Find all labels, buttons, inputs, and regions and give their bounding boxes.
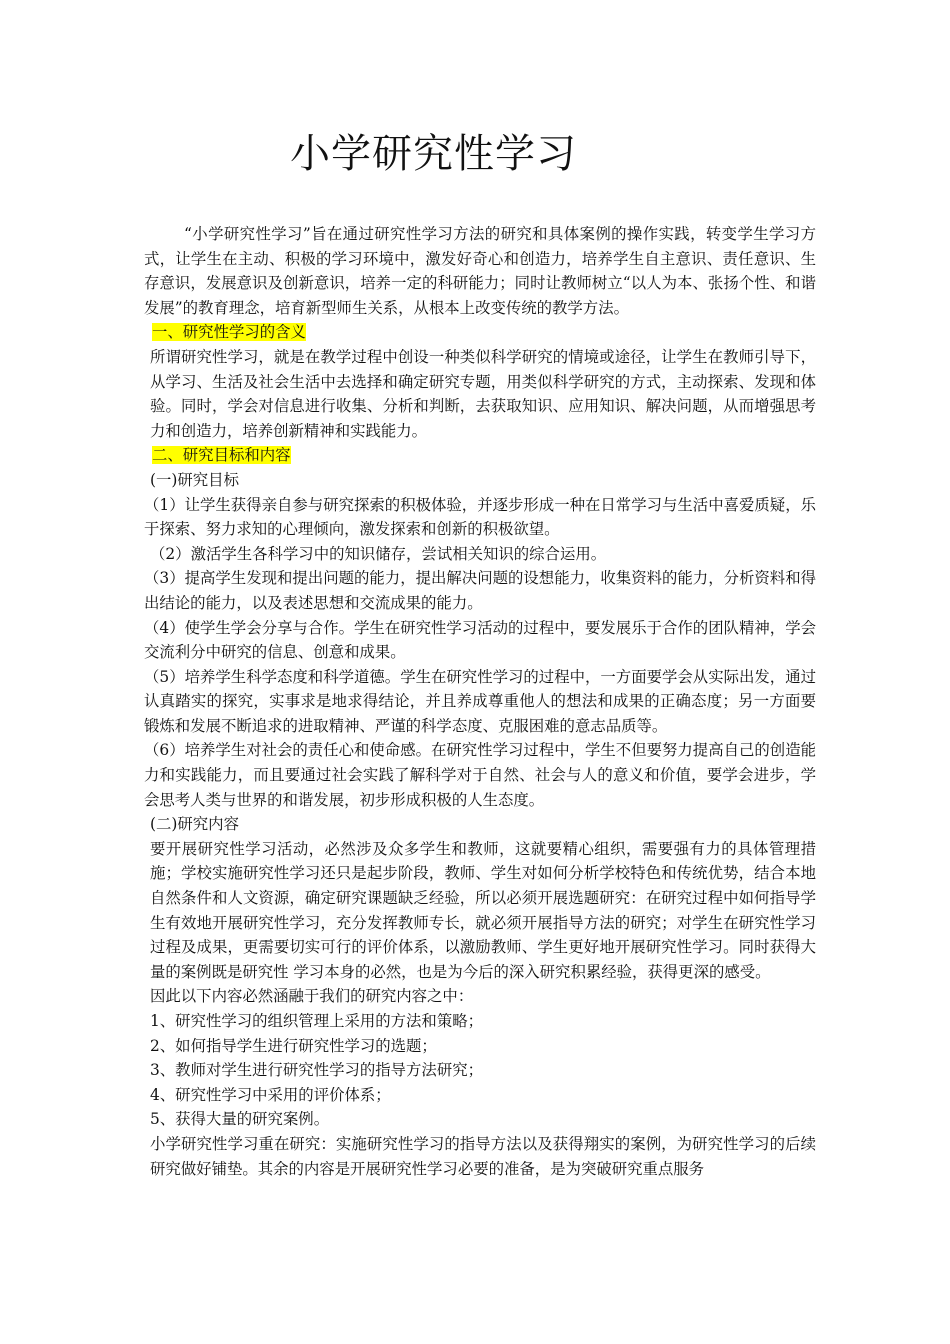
goal-item: （1）让学生获得亲自参与研究探索的积极体验，并逐步形成一种在日常学习与生活中喜爱质疑，乐于探索、努力求知的心理倾向，激发探索和创新的积极欲望。 <box>144 495 816 539</box>
list-item: 4、研究性学习中采用的评价体系； <box>150 1085 391 1104</box>
list-item: 1、研究性学习的组织管理上采用的方法和策略； <box>150 1012 483 1030</box>
document-body <box>144 222 816 1181</box>
list-intro: 因此以下内容必然涵融于我们的研究内容之中： <box>150 987 474 1006</box>
section1-paragraph: 所谓研究性学习，就是在教学过程中创设一种类似科学研究的情境或途径，让学生在教师引导下，从学习、生活及社会生活中去选择和确定研究专题，用类似科学研究的方式，主动探索、发现和体验。同时，学会对信息进行收集、分析和判断，去获取知识、应用知识、解决问题，从而增强思考力和创造力，培养创新精神和实践能力。 <box>150 347 816 440</box>
section2-heading-text: 二、研究目标和内容 <box>152 446 291 465</box>
list-item: 2、如何指导学生进行研究性学习的选题； <box>150 1036 437 1055</box>
goal-item: （2）激活学生各科学习中的知识储存，尝试相关知识的综合运用。 <box>150 544 607 563</box>
section1-heading <box>144 320 816 345</box>
section1-heading-text: 一、研究性学习的含义 <box>152 323 306 342</box>
list-item: 3、教师对学生进行研究性学习的指导方法研究； <box>150 1061 483 1080</box>
document-title: 小学研究性学习 <box>290 131 577 177</box>
goal-item: （5）培养学生科学态度和科学道德。学生在研究性学习的过程中，一方面要学会从实际出发，通过认真踏实的探究，实事求是地求得结论，并且养成尊重他人的想法和成果的正确态度；另一方面要锻炼和发展不断追求的进取精神、严谨的科学态度、克服困难的意志品质等。 <box>144 667 816 735</box>
goal-item: （3）提高学生发现和提出问题的能力，提出解决问题的设想能力，收集资料的能力，分析资料和得出结论的能力，以及表述思想和交流成果的能力。 <box>144 569 816 612</box>
section2-heading <box>144 443 816 468</box>
goals-heading: (一)研究目标 <box>150 470 239 489</box>
goal-item: （4）使学生学会分享与合作。学生在研究性学习活动的过程中，要发展乐于合作的团队精神，学会交流利分中研究的信息、创意和成果。 <box>144 618 816 662</box>
content-paragraph: 要开展研究性学习活动，必然涉及众多学生和教师，这就要精心组织，需要强有力的具体管理措施；学校实施研究性学习还只是起步阶段，教师、学生对如何分析学校特色和传统优势，结合本地自然条件和人文资源，确定研究课题缺乏经验，所以必须开展选题研究：在研究过程中如何指导学生有效地开展研究性学习，充分发挥教师专长，就必须开展指导方法的研究；对学生在研究性学习过程及成果，更需要切实可行的评价体系，以激励教师、学生更好地开展研究性学习。同时获得大量的案例既是研究性 学习本身的必然，也是为今后的深入研究积累经验，获得更深的感受。 <box>150 839 816 981</box>
closing-paragraph: 小学研究性学习重在研究：实施研究性学习的指导方法以及获得翔实的案例，为研究性学习的后续研究做好铺垫。其余的内容是开展研究性学习必要的准备，是为突破研究重点服务 <box>150 1134 816 1178</box>
content-heading: (二)研究内容 <box>150 815 239 834</box>
intro-paragraph: “小学研究性学习”旨在通过研究性学习方法的研究和具体案例的操作实践，转变学生学习方式，让学生在主动、积极的学习环境中，激发好奇心和创造力，培养学生自主意识、责任意识、生存意识，发展意识及创新意识，培养一定的科研能力；同时让教师树立“以人为本、张扬个性、和谐发展”的教育理念，培育新型师生关系，从根本上改变传统的教学方法。 <box>144 225 816 317</box>
list-item: 5、获得大量的研究案例。 <box>150 1110 330 1129</box>
goal-item: （6）培养学生对社会的责任心和使命感。在研究性学习过程中，学生不但要努力提高自己的创造能力和实践能力，而且要通过社会实践了解科学对于自然、社会与人的意义和价值，要学会进步，学会思考人类与世界的和谐发展，初步形成积极的人生态度。 <box>144 741 816 809</box>
